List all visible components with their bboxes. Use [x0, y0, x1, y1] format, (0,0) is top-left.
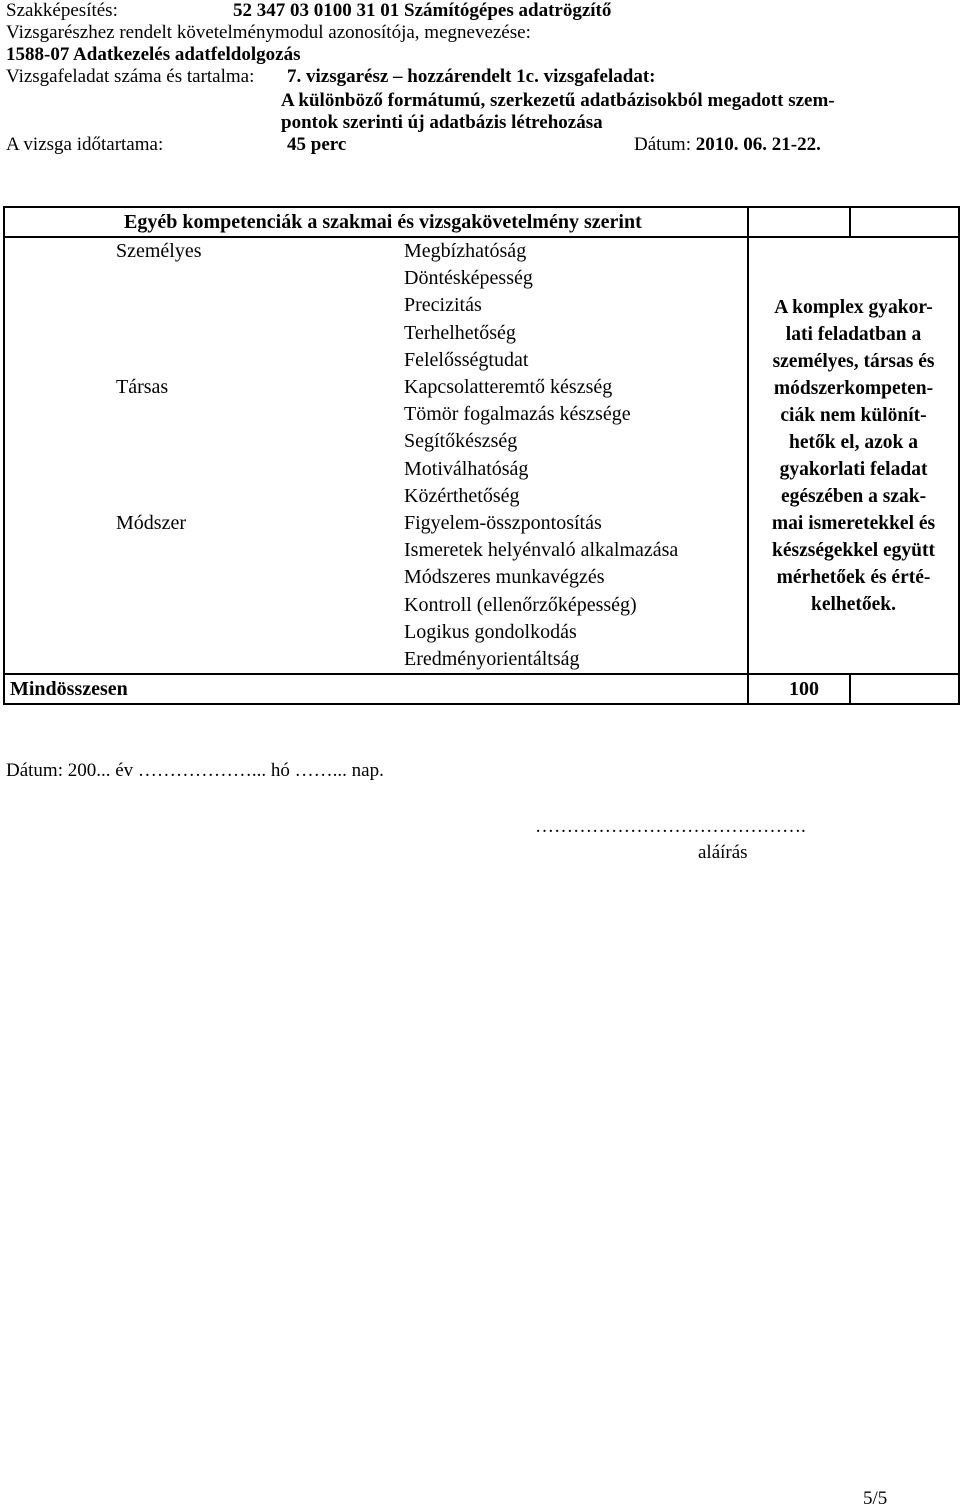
- item-clarity: Közérthetőség: [404, 484, 520, 507]
- note-line: személyes, társas és: [772, 350, 935, 372]
- item-helpfulness: Segítőkészség: [404, 430, 518, 453]
- item-responsibility: Felelősségtudat: [404, 348, 529, 371]
- exam-task-value: 7. vizsgarész – hozzárendelt 1c. vizsgafeladat:: [287, 66, 656, 87]
- total-value: 100: [748, 674, 850, 704]
- table-total-row: [4, 674, 959, 704]
- category-column: [4, 237, 396, 674]
- note-line: egészében a szak-: [780, 485, 927, 507]
- category-method: Módszer: [116, 511, 186, 534]
- category-social: Társas: [116, 375, 169, 398]
- header-line-1: [6, 0, 612, 22]
- page-number: 5/5: [863, 1488, 888, 1509]
- total-label: Mindösszesen: [4, 674, 748, 704]
- exam-date-label: Dátum:: [634, 134, 691, 155]
- assessment-note: [748, 237, 959, 674]
- note-line: lati feladatban a: [785, 323, 922, 345]
- title-empty-cell-2: [850, 207, 959, 237]
- item-reliability: Megbízhatóság: [404, 240, 527, 262]
- note-line: mai ismeretekkel és: [771, 512, 936, 534]
- header-line-4: [6, 66, 656, 88]
- note-line: hetők el, azok a: [789, 431, 918, 453]
- total-empty-cell: [850, 674, 959, 704]
- competency-table: [3, 206, 960, 705]
- item-resilience: Terhelhetőség: [404, 321, 516, 344]
- header-line-6: pontok szerinti új adatbázis létrehozása: [281, 112, 603, 133]
- category-personal: Személyes: [116, 240, 202, 262]
- table-title: Egyéb kompetenciák a szakmai és vizsgakövetelmény szerint: [4, 207, 748, 237]
- header-line-2: Vizsgarészhez rendelt követelménymodul azonosítója, megnevezése:: [6, 22, 531, 43]
- item-precision: Precizitás: [404, 294, 482, 317]
- qualification-value: 52 347 03 0100 31 01 Számítógépes adatrögzítő: [233, 0, 612, 21]
- header-line-3: 1588-07 Adatkezelés adatfeldolgozás: [6, 44, 301, 65]
- qualification-label: Szakképesítés:: [6, 0, 118, 21]
- date-line: Dátum: 200... év ………………... hó ……... nap.: [6, 760, 384, 781]
- title-empty-cell-1: [748, 207, 850, 237]
- items-column: [396, 237, 748, 674]
- header-line-7: [6, 134, 821, 156]
- item-methodical-work: Módszeres munkavégzés: [404, 566, 605, 589]
- table-body-row: [4, 237, 959, 674]
- item-motivability: Motiválhatóság: [404, 457, 529, 480]
- note-line: A komplex gyakor-: [774, 296, 933, 318]
- exam-date: [634, 134, 821, 156]
- signature-dots: …………………………………….: [535, 816, 806, 837]
- item-concentration: Figyelem-összpontosítás: [404, 512, 602, 535]
- item-logical-thinking: Logikus gondolkodás: [404, 620, 577, 643]
- header-line-5: A különböző formátumú, szerkezetű adatbázisokból megadott szem-: [281, 90, 835, 111]
- note-line: kelhetőek.: [810, 593, 897, 615]
- item-knowledge-application: Ismeretek helyénvaló alkalmazása: [404, 539, 679, 562]
- table-title-row: [4, 207, 959, 237]
- duration-label: A vizsga időtartama:: [6, 134, 164, 155]
- item-concise-wording: Tömör fogalmazás készsége: [404, 403, 631, 426]
- item-control: Kontroll (ellenőrzőképesség): [404, 593, 637, 616]
- item-decisiveness: Döntésképesség: [404, 267, 533, 290]
- signature-label: aláírás: [698, 842, 748, 863]
- duration-value: 45 perc: [287, 134, 347, 155]
- exam-task-label: Vizsgafeladat száma és tartalma:: [6, 66, 255, 87]
- note-line: módszerkompeten-: [773, 377, 934, 399]
- note-line: készségekkel együtt: [772, 539, 936, 561]
- note-line: gyakorlati feladat: [779, 458, 928, 480]
- item-networking: Kapcsolatteremtő készség: [404, 376, 613, 399]
- note-line: mérhetőek és érté-: [776, 566, 931, 588]
- note-line: ciák nem különít-: [780, 404, 927, 426]
- exam-date-value: 2010. 06. 21-22.: [695, 134, 821, 155]
- item-result-orientation: Eredményorientáltság: [404, 648, 580, 671]
